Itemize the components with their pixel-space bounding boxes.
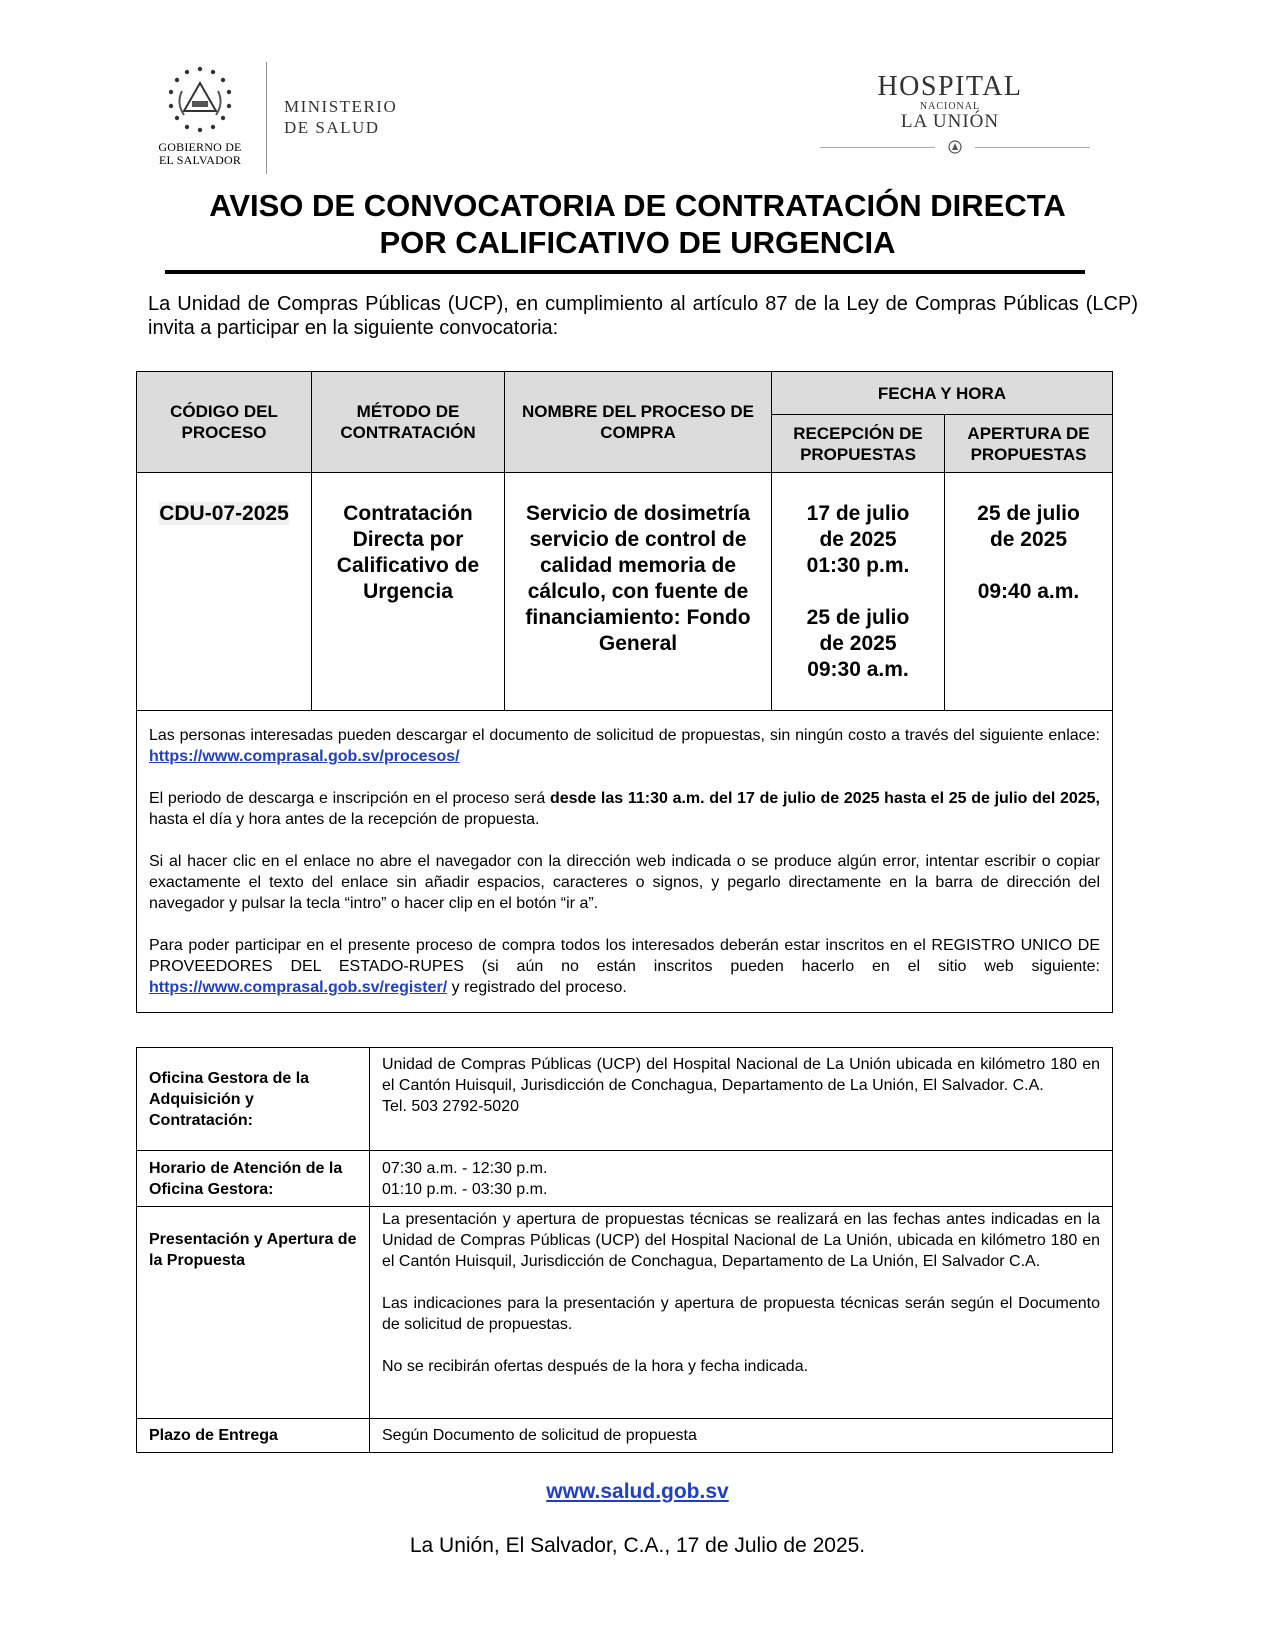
- info-paragraph-period: El periodo de descarga e inscripción en el proceso será desde las 11:30 a.m. del 17 de julio de 2025 hasta el 25 de julio del 2025, hasta el día y hora antes de la recepción de propuesta.: [149, 790, 1100, 828]
- apertura-date: 25 de julio de 2025: [977, 502, 1080, 551]
- website-link[interactable]: www.salud.gob.sv: [546, 1480, 729, 1503]
- info-paragraph-download: Las personas interesadas pueden descargar el documento de solicitud de propuestas, sin ningún costo a través del siguiente enlace: https://www.comprasal.gob.sv/procesos/: [149, 727, 1100, 765]
- website-footer: [0, 1480, 1275, 1504]
- header-divider: [266, 62, 267, 174]
- header-apertura: APERTURA DE PROPUESTAS: [945, 415, 1113, 473]
- header-recepcion: RECEPCIÓN DE PROPUESTAS: [772, 415, 945, 473]
- label-horario: Horario de Atención de la Oficina Gestora:: [137, 1151, 370, 1207]
- value-plazo: Según Documento de solicitud de propuesta: [370, 1419, 1113, 1453]
- register-link[interactable]: https://www.comprasal.gob.sv/register/: [149, 979, 448, 996]
- national-seal-icon: [166, 65, 234, 135]
- title-underline: [165, 270, 1085, 274]
- hospital-name: HOSPITAL: [877, 71, 1023, 102]
- place-date: La Unión, El Salvador, C.A., 17 de Julio de 2025.: [409, 1534, 866, 1557]
- label-presentacion: Presentación y Apertura de la Propuesta: [137, 1207, 370, 1419]
- hospital-ornament: [820, 140, 1090, 154]
- hospital-location: LA UNIÓN: [900, 111, 1000, 132]
- process-table: [136, 371, 1113, 1013]
- info-section: [137, 711, 1113, 1013]
- details-table: [136, 1047, 1113, 1453]
- header-metodo: MÉTODO DE CONTRATACIÓN: [312, 372, 505, 473]
- ministry-label: MINISTERIO DE SALUD: [284, 97, 398, 137]
- value-horario: 07:30 a.m. - 12:30 p.m. 01:10 p.m. - 03:30 p.m.: [370, 1151, 1113, 1207]
- header-fecha-hora: FECHA Y HORA: [772, 372, 1113, 415]
- page-title: AVISO DE CONVOCATORIA DE CONTRATACIÓN DIRECTA POR CALIFICATIVO DE URGENCIA: [209, 188, 1066, 260]
- procesos-link[interactable]: https://www.comprasal.gob.sv/procesos/: [149, 748, 460, 765]
- government-label: GOBIERNO DE EL SALVADOR: [158, 140, 242, 167]
- process-code: CDU-07-2025: [159, 502, 289, 525]
- hospital-national: NACIONAL: [919, 101, 981, 112]
- recepcion-date-1: 17 de julio de 2025: [806, 502, 910, 551]
- value-presentacion: La presentación y apertura de propuestas técnicas se realizará en las fechas antes indicadas en la Unidad de Compras Públicas (UCP) del Hospital Nacional de La Unión, ubicada en kilómetro 180 en el Cantón Huisquil, Jurisdicción de Conchagua, Departamento de La Unión, El Salvador C.A. Las indicaciones para la presentación y apertura de propuesta técnicas serán según el Documento de solicitud de propuestas. No se recibirán ofertas después de la hora y fecha indicada.: [370, 1207, 1113, 1419]
- header-nombre: NOMBRE DEL PROCESO DE COMPRA: [505, 372, 772, 473]
- cell-metodo: Contratación Directa por Calificativo de Urgencia: [312, 473, 505, 711]
- recepcion-time-2: 09:30 a.m.: [807, 658, 909, 681]
- cell-codigo: [137, 473, 312, 711]
- cell-nombre: Servicio de dosimetría servicio de control de calidad memoria de cálculo, con fuente de financiamiento: Fondo General: [505, 473, 772, 711]
- value-oficina: Unidad de Compras Públicas (UCP) del Hospital Nacional de La Unión ubicada en kilómetro 180 en el Cantón Huisquil, Jurisdicción de Conchagua, Departamento de La Unión, El Salvador. C.A. Tel. 503 2792-5020: [370, 1048, 1113, 1151]
- hospital-logo: [820, 72, 1080, 154]
- label-plazo: Plazo de Entrega: [137, 1419, 370, 1453]
- recepcion-time-1: 01:30 p.m.: [806, 554, 910, 577]
- info-paragraph-help: Si al hacer clic en el enlace no abre el navegador con la dirección web indicada o se produce algún error, intentar escribir o copiar exactamente el texto del enlace sin añadir espacios, caracteres o signos, y pegarlo directamente en la barra de dirección del navegador y pulsar la tecla “intro” o hacer clip en el botón “ir a”.: [149, 853, 1100, 912]
- cell-apertura: [945, 473, 1113, 711]
- apertura-time: 09:40 a.m.: [977, 580, 1080, 603]
- recepcion-date-2: 25 de julio de 2025: [806, 606, 910, 655]
- label-oficina: Oficina Gestora de la Adquisición y Contratación:: [137, 1048, 370, 1151]
- header-codigo: CÓDIGO DEL PROCESO: [137, 372, 312, 473]
- cell-recepcion: [772, 473, 945, 711]
- info-paragraph-rupes: Para poder participar en el presente proceso de compra todos los interesados deberán estar inscritos en el REGISTRO UNICO DE PROVEEDORES DEL ESTADO-RUPES (si aún no están inscritos pueden hacerlo en el sitio web siguiente: https://www.comprasal.gob.sv/register/ y registrado del proceso.: [149, 937, 1100, 996]
- government-logo: [150, 65, 250, 175]
- intro-paragraph: La Unidad de Compras Públicas (UCP), en cumplimiento al artículo 87 de la Ley de Compras Públicas (LCP) invita a participar en la siguiente convocatoria:: [148, 293, 1138, 339]
- small-seal-icon: [946, 140, 964, 154]
